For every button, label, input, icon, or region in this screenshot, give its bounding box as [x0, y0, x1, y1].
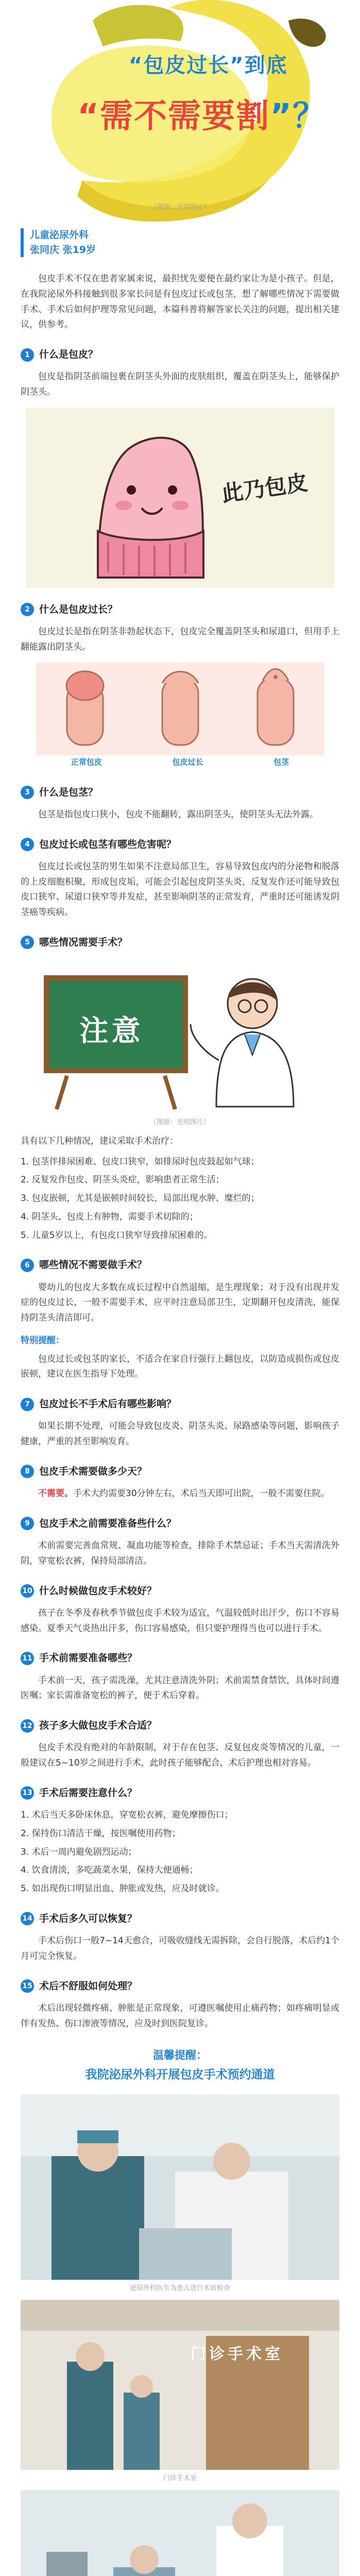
doctor-notice-image: [36, 957, 324, 1112]
hero-title-line1: “包皮过长”到底: [129, 54, 288, 77]
question-number-badge: 3: [21, 786, 34, 799]
clinic-photo-1: [21, 2094, 339, 2280]
question-number-badge: 11: [21, 1652, 34, 1665]
foreskin-cartoon-image: [26, 408, 335, 588]
question-heading: [21, 836, 339, 853]
question-heading: [21, 346, 339, 363]
question-title: 手术前需要准备哪些？: [39, 1652, 138, 1664]
clinic-photo-3: [21, 2490, 339, 2576]
answer-paragraph: [21, 1486, 339, 1502]
question-heading: [21, 1396, 339, 1413]
image-caption: （图源：光明图片）: [149, 1118, 210, 1126]
list-item: 4. 饮食清淡，多吃蔬菜水果，保持大便通畅；: [21, 1865, 198, 1876]
question-heading: [21, 1717, 339, 1734]
author-accent-bar: [21, 228, 24, 257]
answer-body: 手术大约需要30分钟左右，术后当天即可出院，一般不需要住院。: [73, 1488, 330, 1499]
question-number-badge: 6: [21, 1259, 34, 1272]
list-item: 1. 术后当天多卧床休息，穿宽松衣裤，避免摩擦伤口；: [21, 1810, 233, 1820]
list-item: 2. 反复发作包皮、阴茎头炎症，影响患者正常生活；: [21, 1175, 225, 1185]
question-heading: [21, 934, 339, 951]
author-names: 张同庆 张19岁: [30, 244, 96, 256]
answer-paragraph: 包皮是指阴茎前端包裹在阴茎头外面的皮肤组织，覆盖在阴茎头上，能够保护阴茎头。: [21, 371, 339, 397]
question-title: 包皮过长或包茎有哪些危害呢？: [39, 838, 177, 850]
foreskin-cartoon-label: 此乃包皮: [219, 469, 310, 507]
tip-title: 特别提醒：: [21, 1335, 64, 1346]
list-item: 3. 包皮嵌顿，尤其是嵌顿时间较长，局部出现水肿、糜烂的；: [21, 1193, 260, 1204]
question-title: 包皮手术之前需要准备些什么？: [39, 1517, 177, 1529]
author-department: 儿童泌尿外科: [30, 229, 89, 241]
answer-paragraph: 术后出现轻微疼痛、肿胀是正常现象，可遵医嘱使用止痛药物；如疼痛明显或伴有发热、伤口渗液等情况，应及时到医院复诊。: [21, 2003, 339, 2029]
clinic-photo-2: [21, 2300, 339, 2470]
question-number-badge: 7: [21, 1398, 34, 1411]
answer-paragraph: 婴幼儿的包皮大多数在成长过程中自然退缩，是生理现象；对于没有出现并发症的包皮过长，一般不需要手术，应平时注意局部卫生，定期翻开包皮清洗，能保持阴茎头清洁即可。: [21, 1282, 339, 1323]
chalkboard-text: 注意: [79, 1014, 144, 1048]
answer-lead: 不需要。: [38, 1488, 73, 1499]
question-heading: [21, 1257, 339, 1274]
question-heading: [21, 1515, 339, 1532]
question-title: 哪些情况不需要做手术？: [39, 1259, 147, 1271]
hero-title-line2: “需不需要割”？: [77, 97, 327, 135]
hero-banner: [0, 0, 360, 222]
foreskin-comparison-image: [36, 663, 324, 771]
question-number-badge: 12: [21, 1719, 34, 1733]
question-number-badge: 10: [21, 1584, 34, 1598]
question-number-badge: 5: [21, 936, 34, 949]
question-number-badge: 2: [21, 603, 34, 616]
answer-paragraph: 手术后伤口一般7~14天愈合，可吸收缝线无需拆除，会自行脱落，术后约1个月可完全恢复。: [21, 1936, 339, 1961]
list-item: 5. 如出现伤口明显出血、肿胀或发热，应及时就诊。: [21, 1884, 225, 1894]
question-title: 孩子多大做包皮手术合适？: [39, 1720, 157, 1731]
question-title: 包皮手术需要做多少天？: [39, 1465, 147, 1477]
list-item: 4. 阴茎头、包皮上有肿物，需要手术切除的；: [21, 1211, 198, 1222]
question-number-badge: 9: [21, 1517, 34, 1530]
list-item: 1. 包茎伴排尿困难、包皮口狭窄，如排尿时包皮鼓起如气球；: [21, 1156, 260, 1167]
question-heading: [21, 1910, 339, 1927]
list-item: 2. 保持伤口清洁干燥，按医嘱使用药物；: [21, 1828, 181, 1839]
intro-paragraph: 包皮手术不仅在患者家属来说，最担忧先要便在最约家让为是小孩子。但是，在我院泌尿外科接触到很多家长问是有包皮过长或包茎，想了解哪些情况下需要做手术、手术后如何护理等常见问题，本篇科普将解答家长关注的问题，提出相关建议，供参考。: [21, 274, 339, 330]
photo-caption: 门诊手术室: [163, 2474, 197, 2482]
comparison-label-long: 包皮过长: [172, 757, 203, 767]
photo-caption: 泌尿外科医生为患儿进行术前检查: [129, 2284, 230, 2293]
question-number-badge: 4: [21, 838, 34, 851]
answer-paragraph: 孩子在冬季及春秋季节做包皮手术较为适宜，气温较低时出汗少，伤口不容易感染。夏季天气炎热出汗多，伤口容易感染，但只要护理得当也可以进行手术。: [21, 1607, 339, 1634]
list-item: 5. 儿童5岁以上，有包皮口狭窄导致排尿困难的。: [21, 1230, 213, 1241]
question-title: 什么是包皮过长？: [39, 603, 118, 615]
list-item: 3. 术后一周内避免剧烈运动；: [21, 1846, 137, 1857]
answer-paragraph: 包皮过长或包茎的男生如果不注意局部卫生，容易导致包皮内的分泌物和脱落的上皮细胞积聚，形成包皮垢，可能会引起包皮阴茎头炎，反复发作还可能导致包皮口狭窄、尿道口狭窄等并发症，甚至影响阴茎的正常发育，严重时还可能诱发阴茎癌等疾病。: [21, 861, 339, 918]
question-heading: [21, 1650, 339, 1667]
question-number-badge: 13: [21, 1786, 34, 1800]
door-sign-text: 门诊手术室: [191, 2345, 283, 2363]
notice-subtitle: 我院泌尿外科开展包皮手术预约通道: [85, 2067, 275, 2081]
article-content: [0, 228, 360, 2576]
postop-care-list: [21, 1808, 339, 1897]
question-heading: [21, 784, 339, 801]
question-heading: [21, 1785, 339, 1802]
answer-paragraph: 包茎是指包皮口狭小，包皮不能翻转，露出阴茎头，使阴茎头无法外露。: [38, 809, 318, 820]
question-title: 包皮过长不手术后有哪些影响？: [39, 1398, 177, 1410]
answer-paragraph: 包皮过长是指在阴茎非勃起状态下，包皮完全覆盖阴茎头和尿道口，但用手上翻能露出阴茎头。: [21, 626, 339, 652]
answer-paragraph: 如果长期不处理，可能会导致包皮炎、阴茎头炎、尿路感染等问题，影响孩子健康，严重的甚至影响发育。: [21, 1421, 339, 1447]
question-number-badge: 8: [21, 1465, 34, 1478]
notice-title: 温馨提醒：: [153, 2049, 207, 2062]
question-title: 什么是包茎？: [39, 786, 98, 798]
question-heading: [21, 601, 339, 618]
question-title: 手术后需要注意什么？: [39, 1787, 138, 1799]
question-heading: [21, 1583, 339, 1600]
hero-caption: （图源：光明图片）: [149, 204, 210, 211]
question-title: 什么时候做包皮手术较好？: [39, 1585, 157, 1597]
question-heading: [21, 1463, 339, 1480]
question-title: 手术后多久可以恢复？: [39, 1912, 138, 1924]
question-title: 术后不舒服如何处理？: [39, 1980, 138, 1992]
comparison-label-normal: 正常包皮: [71, 757, 102, 767]
question-number-badge: 14: [21, 1912, 34, 1925]
author-block: [21, 228, 339, 257]
answer-paragraph: 手术前一天，孩子需洗澡，尤其注意清洗外阴；术前需禁食禁饮，具体时间遵医嘱；家长需准备宽松的裤子，便于术后穿着。: [21, 1675, 339, 1701]
question-heading: [21, 1978, 339, 1995]
question-number-badge: 1: [21, 348, 34, 362]
answer-paragraph: 术前需要完善血常规、凝血功能等检查，排除手术禁忌证；手术当天需清洗外阴，穿宽松衣裤，保持局部清洁。: [21, 1540, 339, 1566]
question-title: 哪些情况需要手术？: [39, 936, 128, 948]
answer-paragraph: 包皮手术没有绝对的年龄限制，对于存在包茎、反复包皮炎等情况的儿童，一般建议在5~10岁之间进行手术，此时孩子能够配合，术后护理也相对容易。: [21, 1742, 339, 1768]
comparison-label-phimosis: 包茎: [273, 757, 289, 767]
answer-intro: 具有以下几种情况，建议采取手术治疗：: [21, 1136, 178, 1146]
question-title: 什么是包皮？: [39, 349, 98, 360]
notice-section: [21, 2047, 339, 2085]
tip-body: 包皮过长或包茎的家长，不适合在家自行强行上翻包皮，以防造成损伤或包皮嵌顿，建议在医生指导下处理。: [21, 1353, 339, 1380]
surgery-indication-list: [21, 1155, 339, 1244]
question-number-badge: 15: [21, 1979, 34, 1993]
